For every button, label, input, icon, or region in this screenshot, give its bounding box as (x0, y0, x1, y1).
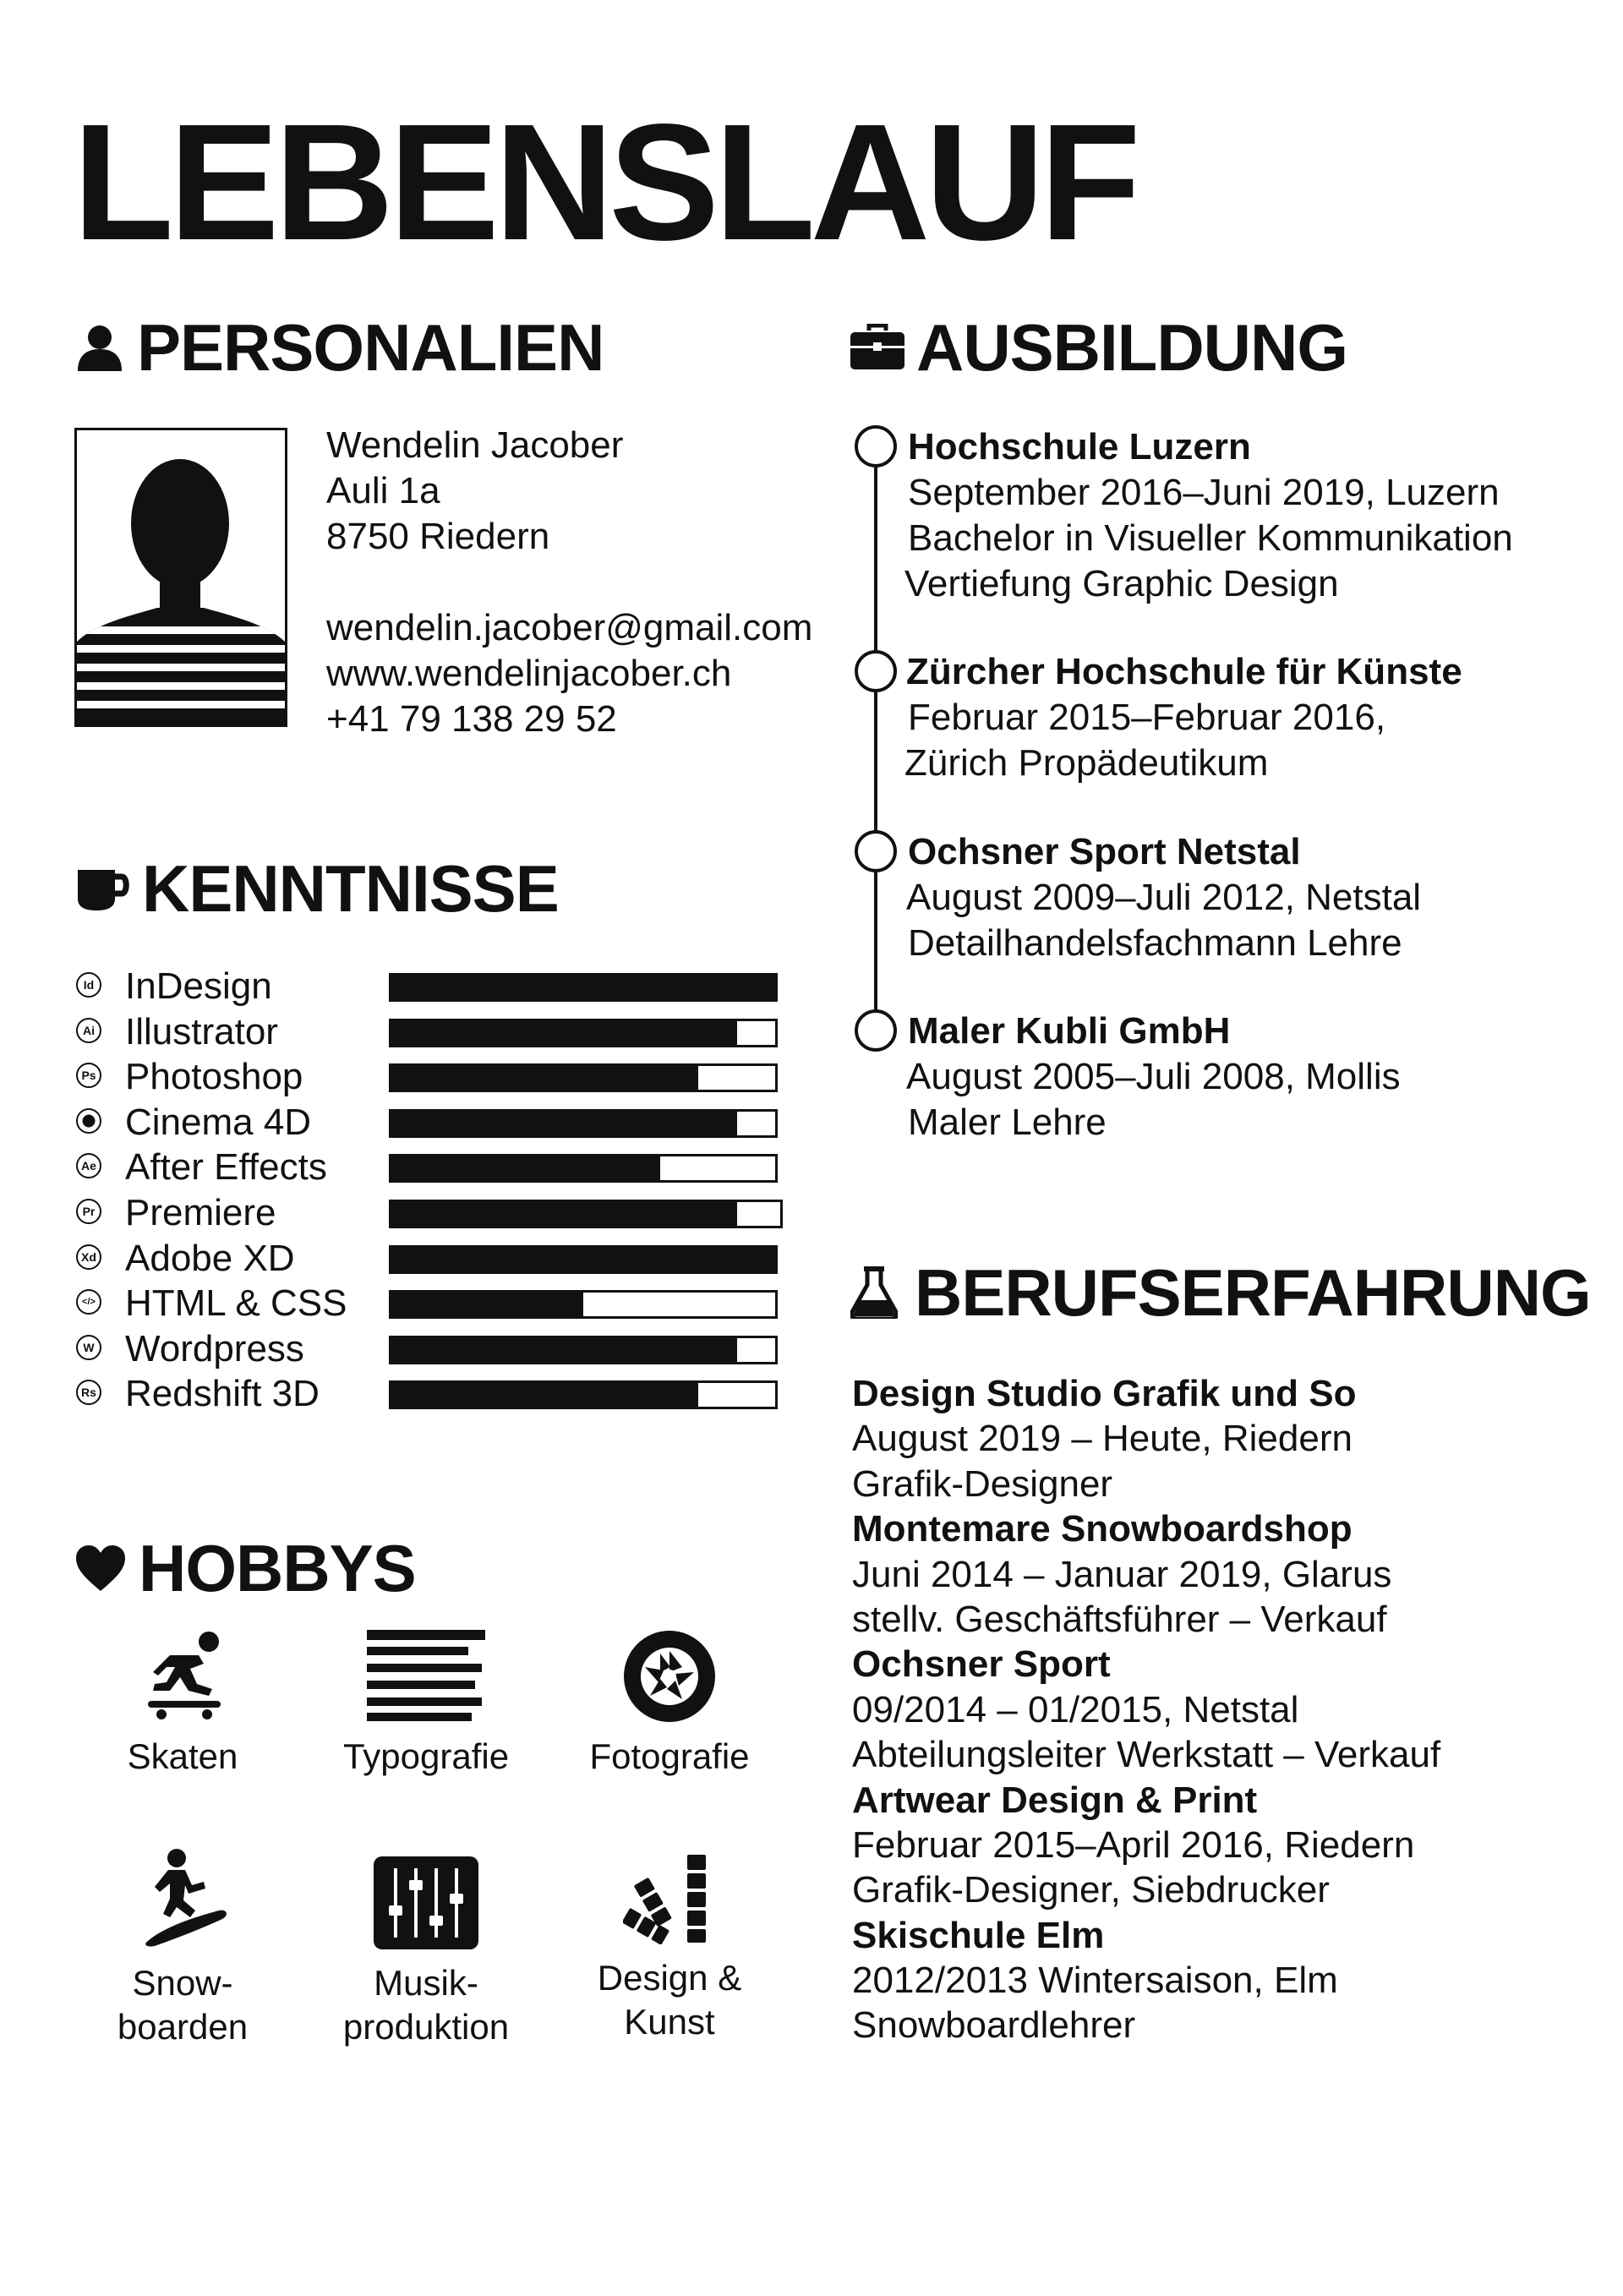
skill-bar (389, 1245, 778, 1274)
school-detail: Zürich Propädeutikum (904, 742, 1269, 784)
skill-bar-fill (391, 1338, 737, 1362)
school-detail: August 2009–Juli 2012, Netstal (906, 877, 1422, 918)
school-name: Hochschule Luzern (908, 426, 1251, 467)
job-period: August 2019 – Heute, Riedern (852, 1418, 1352, 1460)
code-icon: </> (76, 1289, 101, 1315)
hobby-musikproduktion (325, 1856, 527, 2049)
skill-bar-fill (391, 1202, 737, 1226)
illustrator-icon: Ai (76, 1018, 101, 1043)
school-detail: Detailhandelsfachmann Lehre (908, 922, 1402, 964)
flask-icon (850, 1266, 898, 1319)
ausbildung-heading (850, 310, 1347, 385)
timeline-dot (855, 425, 897, 467)
skill-name: Redshift 3D (125, 1373, 320, 1415)
mixer-sliders-icon (374, 1856, 478, 1949)
timeline-dot (855, 1009, 897, 1052)
skill-row-cinema4d (74, 1100, 793, 1145)
ausbildung-entry (908, 829, 1421, 966)
skill-name: Illustrator (125, 1010, 278, 1052)
hobby-snowboarden (81, 1848, 284, 2049)
skill-bar-fill (391, 1021, 737, 1045)
hobby-label-line: boarden (117, 2007, 249, 2047)
hobby-label (568, 1956, 771, 2044)
skill-name: InDesign (125, 965, 272, 1007)
skill-bar-fill (391, 1112, 737, 1135)
skill-name: Premiere (125, 1191, 276, 1233)
school-detail: Februar 2015–Februar 2016, (908, 697, 1386, 738)
skill-name: Cinema 4D (125, 1101, 312, 1143)
kenntnisse-heading (74, 851, 559, 926)
ausbildung-entry (908, 1009, 1401, 1145)
berufserfahrung-title: BERUFSERFAHRUNG (915, 1255, 1591, 1330)
briefcase-icon (850, 324, 904, 371)
school-name: Ochsner Sport Netstal (908, 831, 1301, 872)
skill-row-illustrator (74, 1009, 793, 1055)
ausbildung-title: AUSBILDUNG (916, 310, 1347, 385)
school-name: Zürcher Hochschule für Künste (906, 651, 1462, 692)
skill-name: Adobe XD (125, 1237, 295, 1279)
page-title: LEBENSLAUF (73, 90, 1136, 275)
school-detail: Maler Lehre (908, 1102, 1107, 1143)
skill-bar-fill (391, 1383, 698, 1407)
job-period: Juni 2014 – Januar 2019, Glarus (852, 1553, 1392, 1595)
skill-bar (389, 1154, 778, 1183)
snowboard-icon (136, 1848, 229, 1949)
personalien-title: PERSONALIEN (137, 310, 604, 385)
job-period: 2012/2013 Wintersaison, Elm (852, 1960, 1338, 2002)
redshift-icon: Rs (76, 1380, 101, 1405)
school-detail: September 2016–Juni 2019, Luzern (908, 472, 1500, 513)
job-role: Grafik-Designer, Siebdrucker (852, 1869, 1330, 1911)
kenntnisse-title: KENNTNISSE (142, 851, 559, 926)
adobe-xd-icon: Xd (76, 1244, 101, 1270)
hobby-label-line: produktion (342, 2007, 510, 2047)
personalien-heading (74, 310, 604, 385)
contact-block (326, 423, 812, 742)
cinema-4d-icon (76, 1108, 101, 1134)
premiere-icon: Pr (76, 1199, 101, 1224)
contact-city: 8750 Riedern (326, 516, 550, 557)
skill-bar-fill (391, 1293, 583, 1316)
job-company: Skischule Elm (852, 1914, 1105, 1956)
contact-street: Auli 1a (326, 470, 440, 511)
job-period: 09/2014 – 01/2015, Netstal (852, 1688, 1299, 1730)
school-detail: August 2005–Juli 2008, Mollis (906, 1056, 1401, 1097)
skill-row-redshift (74, 1371, 793, 1417)
job-period: Februar 2015–April 2016, Riedern (852, 1823, 1415, 1866)
job-role: Abteilungsleiter Werkstatt – Verkauf (852, 1734, 1441, 1776)
skill-bar (389, 1200, 783, 1228)
skill-bar-fill (391, 1156, 660, 1180)
hobby-label (325, 1961, 527, 2049)
job-company: Ochsner Sport (852, 1643, 1111, 1686)
skill-row-premiere (74, 1190, 793, 1236)
job-role: Grafik-Designer (852, 1462, 1113, 1505)
contact-email[interactable]: wendelin.jacober@gmail.com (326, 607, 813, 648)
hobby-label-line: Musik- (374, 1963, 478, 2003)
skill-row-wordpress (74, 1326, 793, 1372)
heart-icon (74, 1544, 127, 1593)
job-company: Montemare Snowboardshop (852, 1508, 1352, 1550)
skills-list (74, 964, 793, 1417)
skill-bar (389, 1290, 778, 1319)
user-icon (74, 322, 125, 373)
wordpress-icon: W (76, 1335, 101, 1360)
contact-name: Wendelin Jacober (326, 424, 624, 466)
hobbys-heading (74, 1531, 416, 1605)
timeline-dot (855, 830, 897, 872)
skill-bar-fill (391, 976, 775, 999)
timeline-dot (855, 650, 897, 692)
school-detail: Bachelor in Visueller Kommunikation (908, 517, 1513, 559)
ausbildung-entry (904, 649, 1462, 786)
job-company: Artwear Design & Print (852, 1779, 1258, 1821)
job-role: stellv. Geschäftsführer – Verkauf (852, 1598, 1387, 1640)
coffee-cup-icon (74, 863, 130, 914)
skill-bar (389, 1336, 778, 1364)
portrait-silhouette-icon (77, 430, 285, 724)
contact-website[interactable]: www.wendelinjacober.ch (326, 653, 732, 694)
skill-bar (389, 1109, 778, 1138)
hobbys-title: HOBBYS (139, 1531, 416, 1605)
hobby-skaten (81, 1630, 284, 1779)
school-name: Maler Kubli GmbH (908, 1010, 1231, 1052)
job-company: Design Studio Grafik und So (852, 1373, 1357, 1414)
timeline-line (874, 448, 877, 1031)
typography-lines-icon (367, 1630, 485, 1723)
color-swatch-icon (623, 1851, 716, 1944)
jobs-list (852, 1371, 1440, 2048)
skill-bar (389, 1380, 778, 1409)
hobby-design-kunst (568, 1851, 771, 2044)
skill-name: After Effects (125, 1146, 327, 1189)
berufserfahrung-heading (850, 1255, 1591, 1330)
profile-photo (74, 428, 287, 727)
hobby-label-line: Design & (597, 1958, 742, 1998)
after-effects-icon: Ae (76, 1153, 101, 1178)
skill-row-aftereffects (74, 1145, 793, 1190)
camera-aperture-icon (623, 1630, 716, 1723)
hobby-label: Typografie (342, 1736, 510, 1776)
hobby-label-line: Kunst (624, 2002, 715, 2042)
job-role: Snowboardlehrer (852, 2004, 1136, 2047)
hobby-fotografie (568, 1630, 771, 1779)
contact-phone: +41 79 138 29 52 (326, 698, 617, 740)
ausbildung-entry (904, 424, 1513, 607)
hobby-label: Skaten (127, 1736, 238, 1776)
skill-name: Photoshop (125, 1056, 303, 1098)
hobby-label: Fotografie (589, 1736, 750, 1776)
skill-row-adobexd (74, 1236, 793, 1282)
skill-row-indesign (74, 964, 793, 1009)
skill-row-photoshop (74, 1054, 793, 1100)
skill-row-htmlcss (74, 1281, 793, 1326)
hobby-typografie (325, 1630, 527, 1779)
photoshop-icon: Ps (76, 1063, 101, 1088)
hobby-label (81, 1961, 284, 2049)
indesign-icon: Id (76, 972, 101, 998)
school-detail: Vertiefung Graphic Design (904, 563, 1339, 604)
skill-bar (389, 973, 778, 1002)
skill-bar (389, 1019, 778, 1047)
skill-name: Wordpress (125, 1327, 304, 1369)
skill-bar (389, 1063, 778, 1092)
skill-bar-fill (391, 1066, 698, 1090)
hobby-label-line: Snow- (132, 1963, 233, 2003)
skateboard-icon (136, 1630, 229, 1723)
skill-bar-fill (391, 1248, 775, 1271)
skill-name: HTML & CSS (125, 1282, 347, 1325)
